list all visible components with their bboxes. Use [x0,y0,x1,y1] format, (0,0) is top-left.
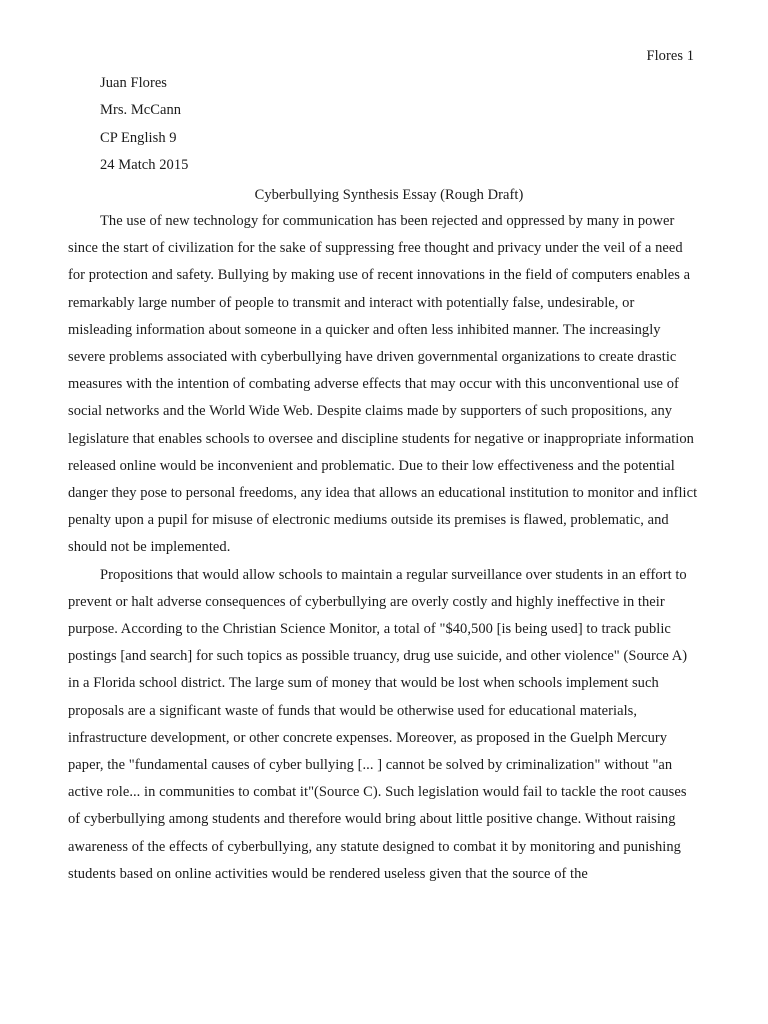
heading-block [100,70,188,180]
author-name: Juan Flores [100,75,168,91]
paragraph: Propositions that would allow schools to maintain a regular surveillance over students in an effort to prevent or halt adverse consequences of cyberbullying are overly costly and highly ineffective in their purpose. According to the Christian Science Monitor, a total of "$40,500 [is being used] to track public postings [and search] for such topics as possible truancy, drug use suicide, and other violence" (Source A) in a Florida school district. The large sum of money that would be lost when schools implement such proposals are a significant waste of funds that would be otherwise used for educational materials, infrastructure development, or other concrete expenses. Moreover, as proposed in the Guelph Mercury paper, the "fundamental causes of cyber bullying [... ] cannot be solved by criminalization" without "an active role... in communities to combat it"(Source C). Such legislation would fail to tackle the root causes of cyberbullying among students and therefore would bring about little positive change. Without raising awareness of the effects of cyberbullying, any statute designed to combat it by monitoring and punishing students based on online activities would be rendered useless given that the source of the [68,566,688,882]
essay-body [68,208,698,888]
paragraph: The use of new technology for communication has been rejected and oppressed by many in power since the start of civilization for the sake of suppressing free thought and privacy under the veil of a need for protection and safety. Bullying by making use of recent innovations in the field of computers enables a remarkably large number of people to transmit and interact with potentially false, undesirable, or misleading information about someone in a quicker and often less inhibited manner. The increasingly severe problems associated with cyberbullying have driven governmental organizations to create drastic measures with the intention of combating adverse effects that may occur with this unconventional use of social networks and the World Wide Web. Despite claims made by supporters of such propositions, any legislature that enables schools to oversee and discipline students for negative or inappropriate information released online would be inconvenient and problematic. Due to their low effectiveness and the potential danger they pose to personal freedoms, any idea that allows an educational institution to monitor and inflict penalty upon a pupil for misuse of electronic mediums outside its premises is flawed, problematic, and should not be implemented. [68,213,698,556]
teacher-name: Mrs. McCann [100,102,182,119]
essay-title: Cyberbullying Synthesis Essay (Rough Draft) [254,187,524,203]
date-line: 24 Match 2015 [100,157,189,174]
page-header-number: Flores 1 [646,48,694,64]
course-name: CP English 9 [100,129,177,146]
